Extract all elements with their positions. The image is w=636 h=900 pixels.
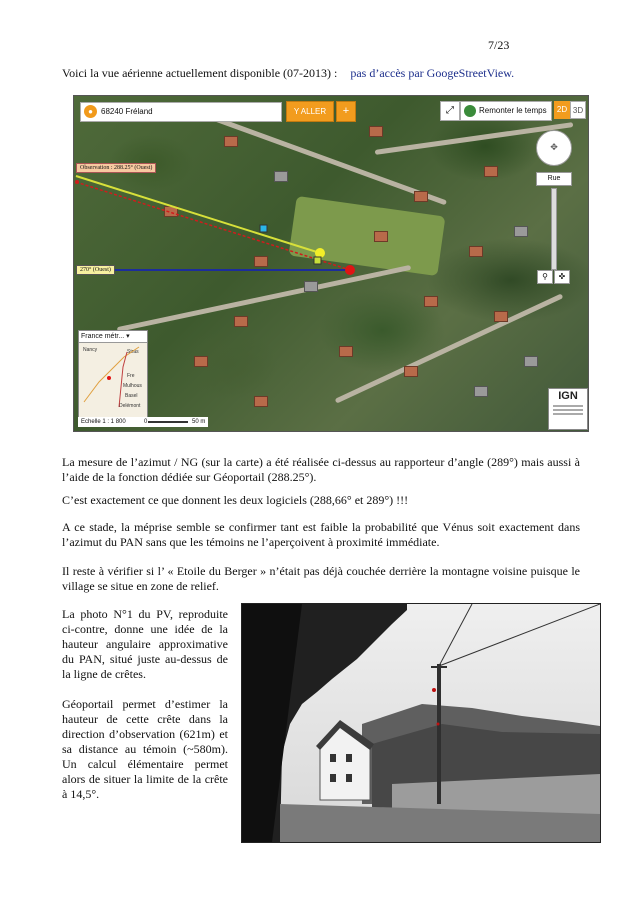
line-start — [75, 180, 79, 184]
overview-town: Stras — [127, 349, 139, 355]
shepherd-star-paragraph: Il reste à vérifier si l’ « Etoile du Berger » n’était pas déjà couchée derrière la montagne voisine puisque le village se situe en zone de relief. — [62, 564, 580, 593]
overview-roads — [79, 342, 147, 412]
chevron-down-icon: ▾ — [126, 333, 130, 340]
ign-logo: IGN — [548, 388, 588, 430]
scale-bar — [148, 421, 188, 423]
witness-marker — [345, 265, 355, 275]
overview-town: Delémont — [119, 403, 141, 409]
fullscreen-icon[interactable]: ⤢ — [440, 101, 460, 121]
street-level-button[interactable]: Rue — [536, 172, 572, 186]
intro-line — [62, 66, 514, 81]
streetview-note: pas d’accès par GoogeStreetView. — [350, 66, 515, 80]
overview-town: Basel — [125, 393, 138, 399]
location-icon: ● — [84, 105, 97, 118]
azimuth-overlay — [74, 96, 588, 431]
aerial-map[interactable] — [73, 95, 589, 432]
point-marker — [260, 225, 267, 232]
intro-text: Voici la vue aérienne actuellement disponible (07-2013) : — [62, 66, 338, 80]
map-scale: Echelle 1 : 1 800 0 50 m — [78, 417, 208, 427]
west-label: 270° (Ouest) — [76, 265, 115, 275]
observation-line — [76, 176, 320, 253]
observation-label: Observation : 288.25° (Ouest) — [76, 163, 156, 173]
locate-icon[interactable]: ✜ — [554, 270, 570, 284]
overview-town: Mulhous — [123, 383, 142, 389]
overview-town: Nancy — [83, 347, 98, 353]
photo-scene — [242, 604, 600, 842]
software-paragraph: C’est exactement ce que donnent les deux logiciels (288,66° et 289°) !!! — [62, 493, 409, 507]
overview-town: Fre — [127, 373, 135, 379]
photo-description — [62, 607, 228, 802]
clock-icon — [464, 105, 476, 117]
photo-pv-1 — [241, 603, 601, 843]
compass-pan-icon[interactable]: ✥ — [536, 130, 572, 166]
overview-map[interactable] — [78, 330, 148, 424]
time-travel-button[interactable]: Remonter le temps — [460, 101, 552, 121]
photo-paragraph: La photo N°1 du PV, reproduite ci-contre, donne une idée de la hauteur angulaire approximative du PAN, situé juste au-dessus de la ligne de crêtes. — [62, 607, 228, 681]
view-3d-button[interactable]: 3D — [570, 101, 586, 119]
map-search-input[interactable]: ● 68240 Fréland — [80, 102, 282, 122]
zoom-slider[interactable] — [551, 188, 557, 270]
venus-paragraph: A ce stade, la méprise semble se confirmer tant est faible la probabilité que Vénus soit exactement dans l’azimut du PAN sans que les témoins ne l’aperçoivent à proximité immédiate. — [62, 520, 580, 549]
azimuth-paragraph: La mesure de l’azimut / NG (sur la carte) a été réalisée ci-dessus au rapporteur d’angle (289°) mais aussi à l’aide de la fonction dédiée sur Géoportail (288.25°). — [62, 455, 580, 484]
more-button[interactable]: + — [336, 101, 356, 122]
calculation-paragraph: Géoportail permet d’estimer la hauteur de cette crête dans la direction d’observation (621m) et sa distance au témoin (~580m). Un calcul élémentaire permet alors de situer la limite de la crête à 14,5°. — [62, 697, 228, 801]
page-number: 7/23 — [488, 38, 510, 52]
azimuth-line — [76, 182, 350, 270]
zoom-search-icon[interactable]: ⚲ — [537, 270, 553, 284]
overview-selector[interactable]: France métr... ▾ — [79, 331, 147, 343]
view-2d-button[interactable]: 2D — [554, 101, 570, 119]
go-button[interactable]: Y ALLER — [286, 101, 334, 122]
point-marker — [314, 257, 321, 264]
